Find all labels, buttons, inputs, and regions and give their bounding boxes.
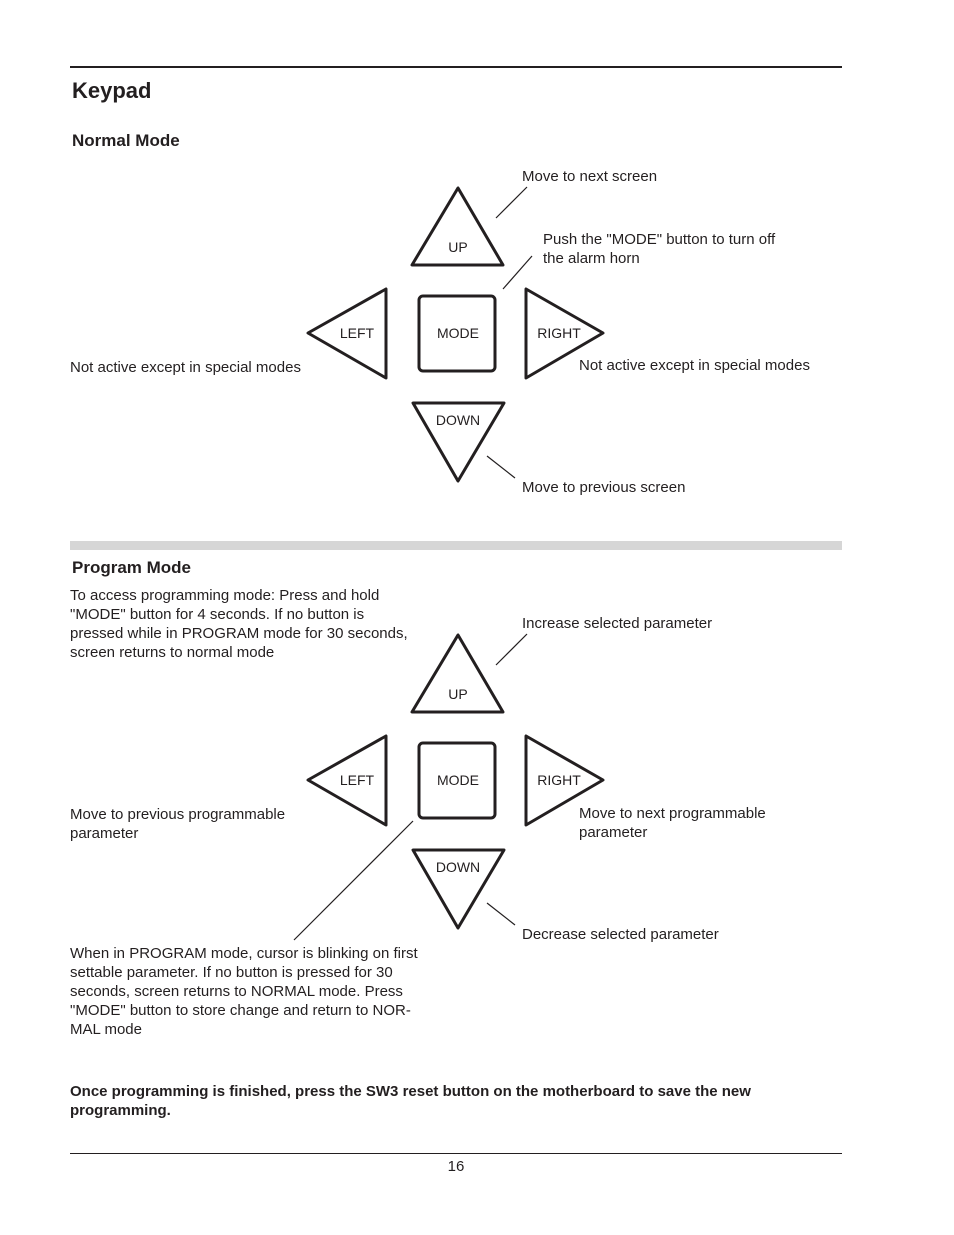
normal-mode-heading: Normal Mode [72, 131, 180, 150]
program-mode-description-line: "MODE" button to store change and return to NOR- [70, 1002, 411, 1019]
program-left-description-line1: Move to previous programmable [70, 806, 286, 823]
leader-line [487, 903, 515, 925]
normal-left-description: Not active except in special modes [70, 359, 301, 376]
normal-mode-description-line2: the alarm horn [543, 250, 640, 267]
up-key-label: UP [448, 239, 468, 255]
normal-mode-description-line1: Push the "MODE" button to turn off [543, 231, 776, 248]
leader-line [487, 456, 515, 478]
program-mode-description-line: MAL mode [70, 1021, 142, 1038]
up-key-label: UP [448, 686, 468, 702]
program-access-line: pressed while in PROGRAM mode for 30 seconds, [70, 625, 408, 642]
page-number: 16 [447, 1158, 465, 1175]
normal-up-description: Move to next screen [522, 168, 658, 185]
leader-line [503, 256, 532, 289]
page-title: Keypad [72, 78, 152, 103]
leader-line [496, 187, 527, 218]
leader-line [294, 821, 413, 940]
normal-right-description: Not active except in special modes [579, 357, 810, 374]
mode-key-label: MODE [437, 772, 479, 788]
program-access-line: "MODE" button for 4 seconds. If no button is [70, 606, 365, 623]
save-note-line2: programming. [70, 1102, 171, 1119]
program-mode-description-line: settable parameter. If no button is pressed for 30 [70, 964, 393, 981]
right-key-label: RIGHT [537, 325, 581, 341]
save-note-line1: Once programming is finished, press the SW3 reset button on the motherboard to save the new [70, 1083, 751, 1100]
program-access-line: screen returns to normal mode [70, 644, 275, 661]
program-up-description: Increase selected parameter [522, 615, 713, 632]
program-down-description: Decrease selected parameter [522, 926, 719, 943]
right-key-label: RIGHT [537, 772, 581, 788]
left-key-label: LEFT [339, 772, 375, 788]
left-key-label: LEFT [339, 325, 375, 341]
down-key-label: DOWN [435, 412, 481, 428]
program-left-description-line2: parameter [70, 825, 139, 842]
program-mode-heading: Program Mode [72, 558, 192, 577]
leader-line [496, 634, 527, 665]
program-right-description-line1: Move to next programmable [579, 805, 766, 822]
mode-key-label: MODE [437, 325, 479, 341]
normal-down-description: Move to previous screen [522, 479, 686, 496]
down-key-label: DOWN [435, 859, 481, 875]
program-mode-description-line: When in PROGRAM mode, cursor is blinking on first [70, 945, 418, 962]
program-mode-description-line: seconds, screen returns to NORMAL mode. Press [70, 983, 403, 1000]
program-right-description-line2: parameter [579, 824, 648, 841]
program-access-line: To access programming mode: Press and hold [70, 587, 380, 604]
